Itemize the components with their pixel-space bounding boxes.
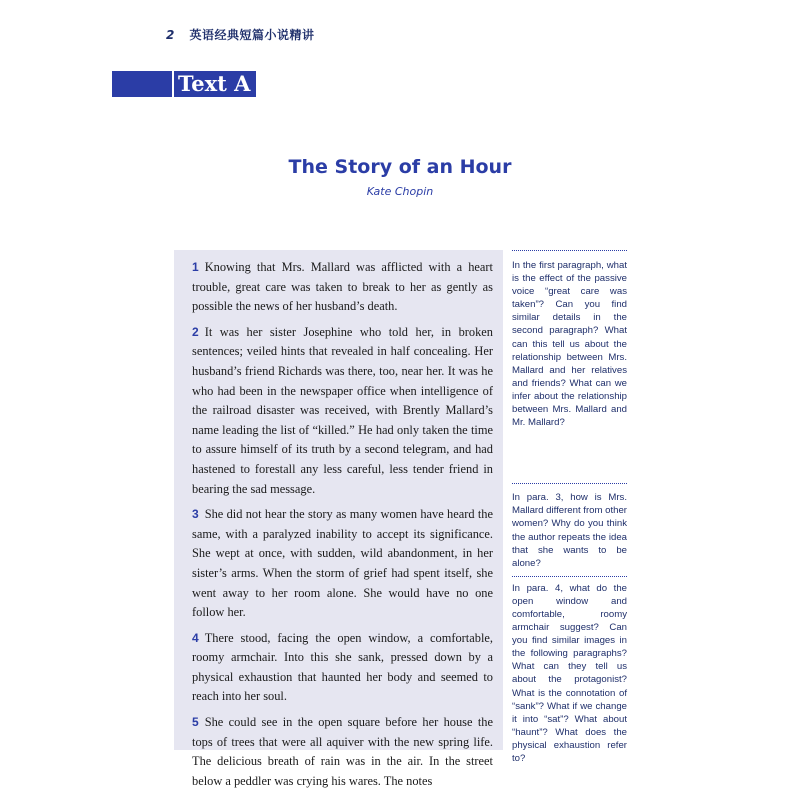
paragraph-text: Knowing that Mrs. Mallard was afflicted with a heart trouble, great care was taken to break to her as gently as possible the news of her husband’s death. bbox=[192, 260, 493, 314]
paragraph-1 bbox=[192, 258, 493, 317]
paragraph-text: There stood, facing the open window, a comfortable, roomy armchair. Into this she sank, pressed down by a physical exhaustion that haunted her body and seemed to reach into her soul. bbox=[192, 630, 493, 704]
section-banner-bar bbox=[112, 71, 172, 97]
margin-note-1: In the first paragraph, what is the effect of the passive voice “great care was taken”? Can you find similar details in the second paragraph? What can this tell us about the relationship between Mrs. Mallard and her relatives and friends? What can we infer about the relationship between Mrs. Mallard and Mr. Mallard? bbox=[512, 250, 627, 429]
story-title: The Story of an Hour bbox=[288, 156, 512, 178]
paragraph-number: 1 bbox=[192, 260, 199, 274]
section-label: Text A bbox=[172, 71, 256, 97]
paragraph-number: 4 bbox=[192, 630, 199, 645]
paragraph-4 bbox=[192, 629, 493, 707]
paragraph-text: She could see in the open square before her house the tops of trees that were all aquiver with the new spring life. The delicious breath of rain was in the air. In the street below a peddler was crying his wares. The notes bbox=[192, 715, 493, 788]
margin-note-2: In para. 3, how is Mrs. Mallard different from other women? Why do you think the author repeats the idea that she wants to be alone? bbox=[512, 483, 627, 570]
book-title: 英语经典短篇小说精讲 bbox=[189, 28, 315, 42]
paragraph-2 bbox=[192, 323, 493, 499]
paragraph-text: It was her sister Josephine who told her, in broken sentences; veiled hints that revealed in half concealing. Her husband’s friend Richards was there, too, near her. It was he who had been in the newspaper office when intelligence of the railroad disaster was received, with Brently Mallard’s name leading the list of “killed.” He had only taken the time to assure himself of its truth by a second telegram, and had hastened to forestall any less careful, less tender friend in bearing the sad message. bbox=[192, 324, 493, 496]
paragraph-3 bbox=[192, 505, 493, 623]
margin-note-3: In para. 4, what do the open window and comfortable, roomy armchair suggest? Can you find similar images in the following paragraphs? What can they tell us about the protagonist? What is the connotation of “sank”? What if we change it into “sat”? What about “haunt”? What does the physical exhaustion refer to? bbox=[512, 576, 627, 765]
paragraph-number: 2 bbox=[192, 324, 199, 339]
section-banner bbox=[112, 71, 256, 97]
margin-notes bbox=[512, 250, 627, 765]
paragraph-text: She did not hear the story as many women have heard the same, with a paralyzed inability to accept its significance. She wept at once, with sudden, wild abandonment, in her sister’s arms. When the storm of grief had spent itself, she went away to her room alone. She would have no one follow her. bbox=[192, 507, 493, 620]
paragraph-number: 5 bbox=[192, 715, 199, 730]
running-head bbox=[166, 26, 315, 43]
story-author: Kate Chopin bbox=[366, 185, 434, 198]
paragraph-5 bbox=[192, 713, 493, 791]
story-text-box bbox=[174, 250, 503, 788]
paragraph-number: 3 bbox=[192, 507, 199, 522]
page-number: 2 bbox=[166, 28, 175, 42]
